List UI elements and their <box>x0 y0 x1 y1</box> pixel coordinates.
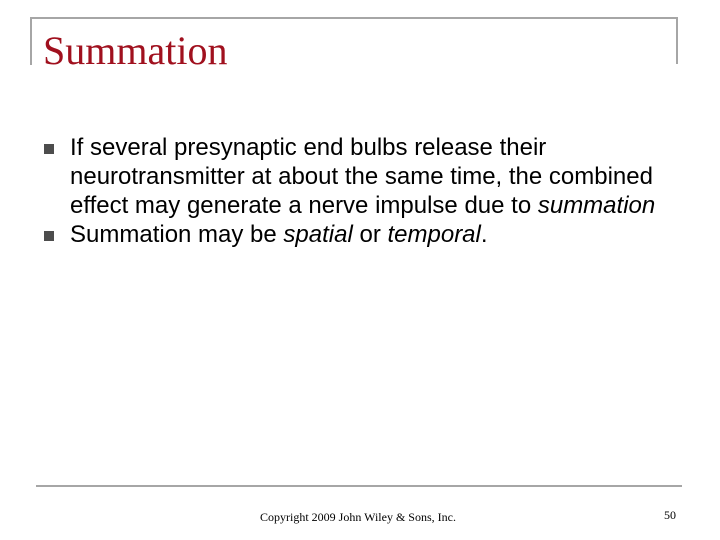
bullet-list <box>44 133 684 249</box>
bullet-1-text-before: If several presynaptic end bulbs release their neurotransmitter at about the same time, the combined effect may generate a nerve impulse due to <box>70 134 653 219</box>
square-bullet-icon <box>44 231 54 241</box>
title-frame-left-line <box>30 17 32 65</box>
square-bullet-icon <box>44 144 54 154</box>
bullet-2-emphasis-spatial: spatial <box>283 221 353 248</box>
page-number: 50 <box>664 508 676 522</box>
title-frame-top-line <box>30 17 678 19</box>
bullet-item-1 <box>44 133 684 220</box>
bullet-2-text-middle: or <box>352 221 388 248</box>
bullet-2-text-before: Summation may be <box>70 221 284 248</box>
copyright-notice: Copyright 2009 John Wiley & Sons, Inc. <box>260 510 456 524</box>
footer-divider <box>36 485 682 487</box>
bullet-2-emphasis-temporal: temporal <box>387 221 481 248</box>
bullet-1-emphasis: summation <box>537 192 656 219</box>
bullet-2-text-after: . <box>480 221 488 248</box>
title-frame-right-line <box>676 17 678 64</box>
bullet-item-2 <box>44 220 684 249</box>
slide-title: Summation <box>43 28 231 74</box>
bullet-text-1 <box>70 134 655 219</box>
bullet-text-2 <box>70 221 488 248</box>
